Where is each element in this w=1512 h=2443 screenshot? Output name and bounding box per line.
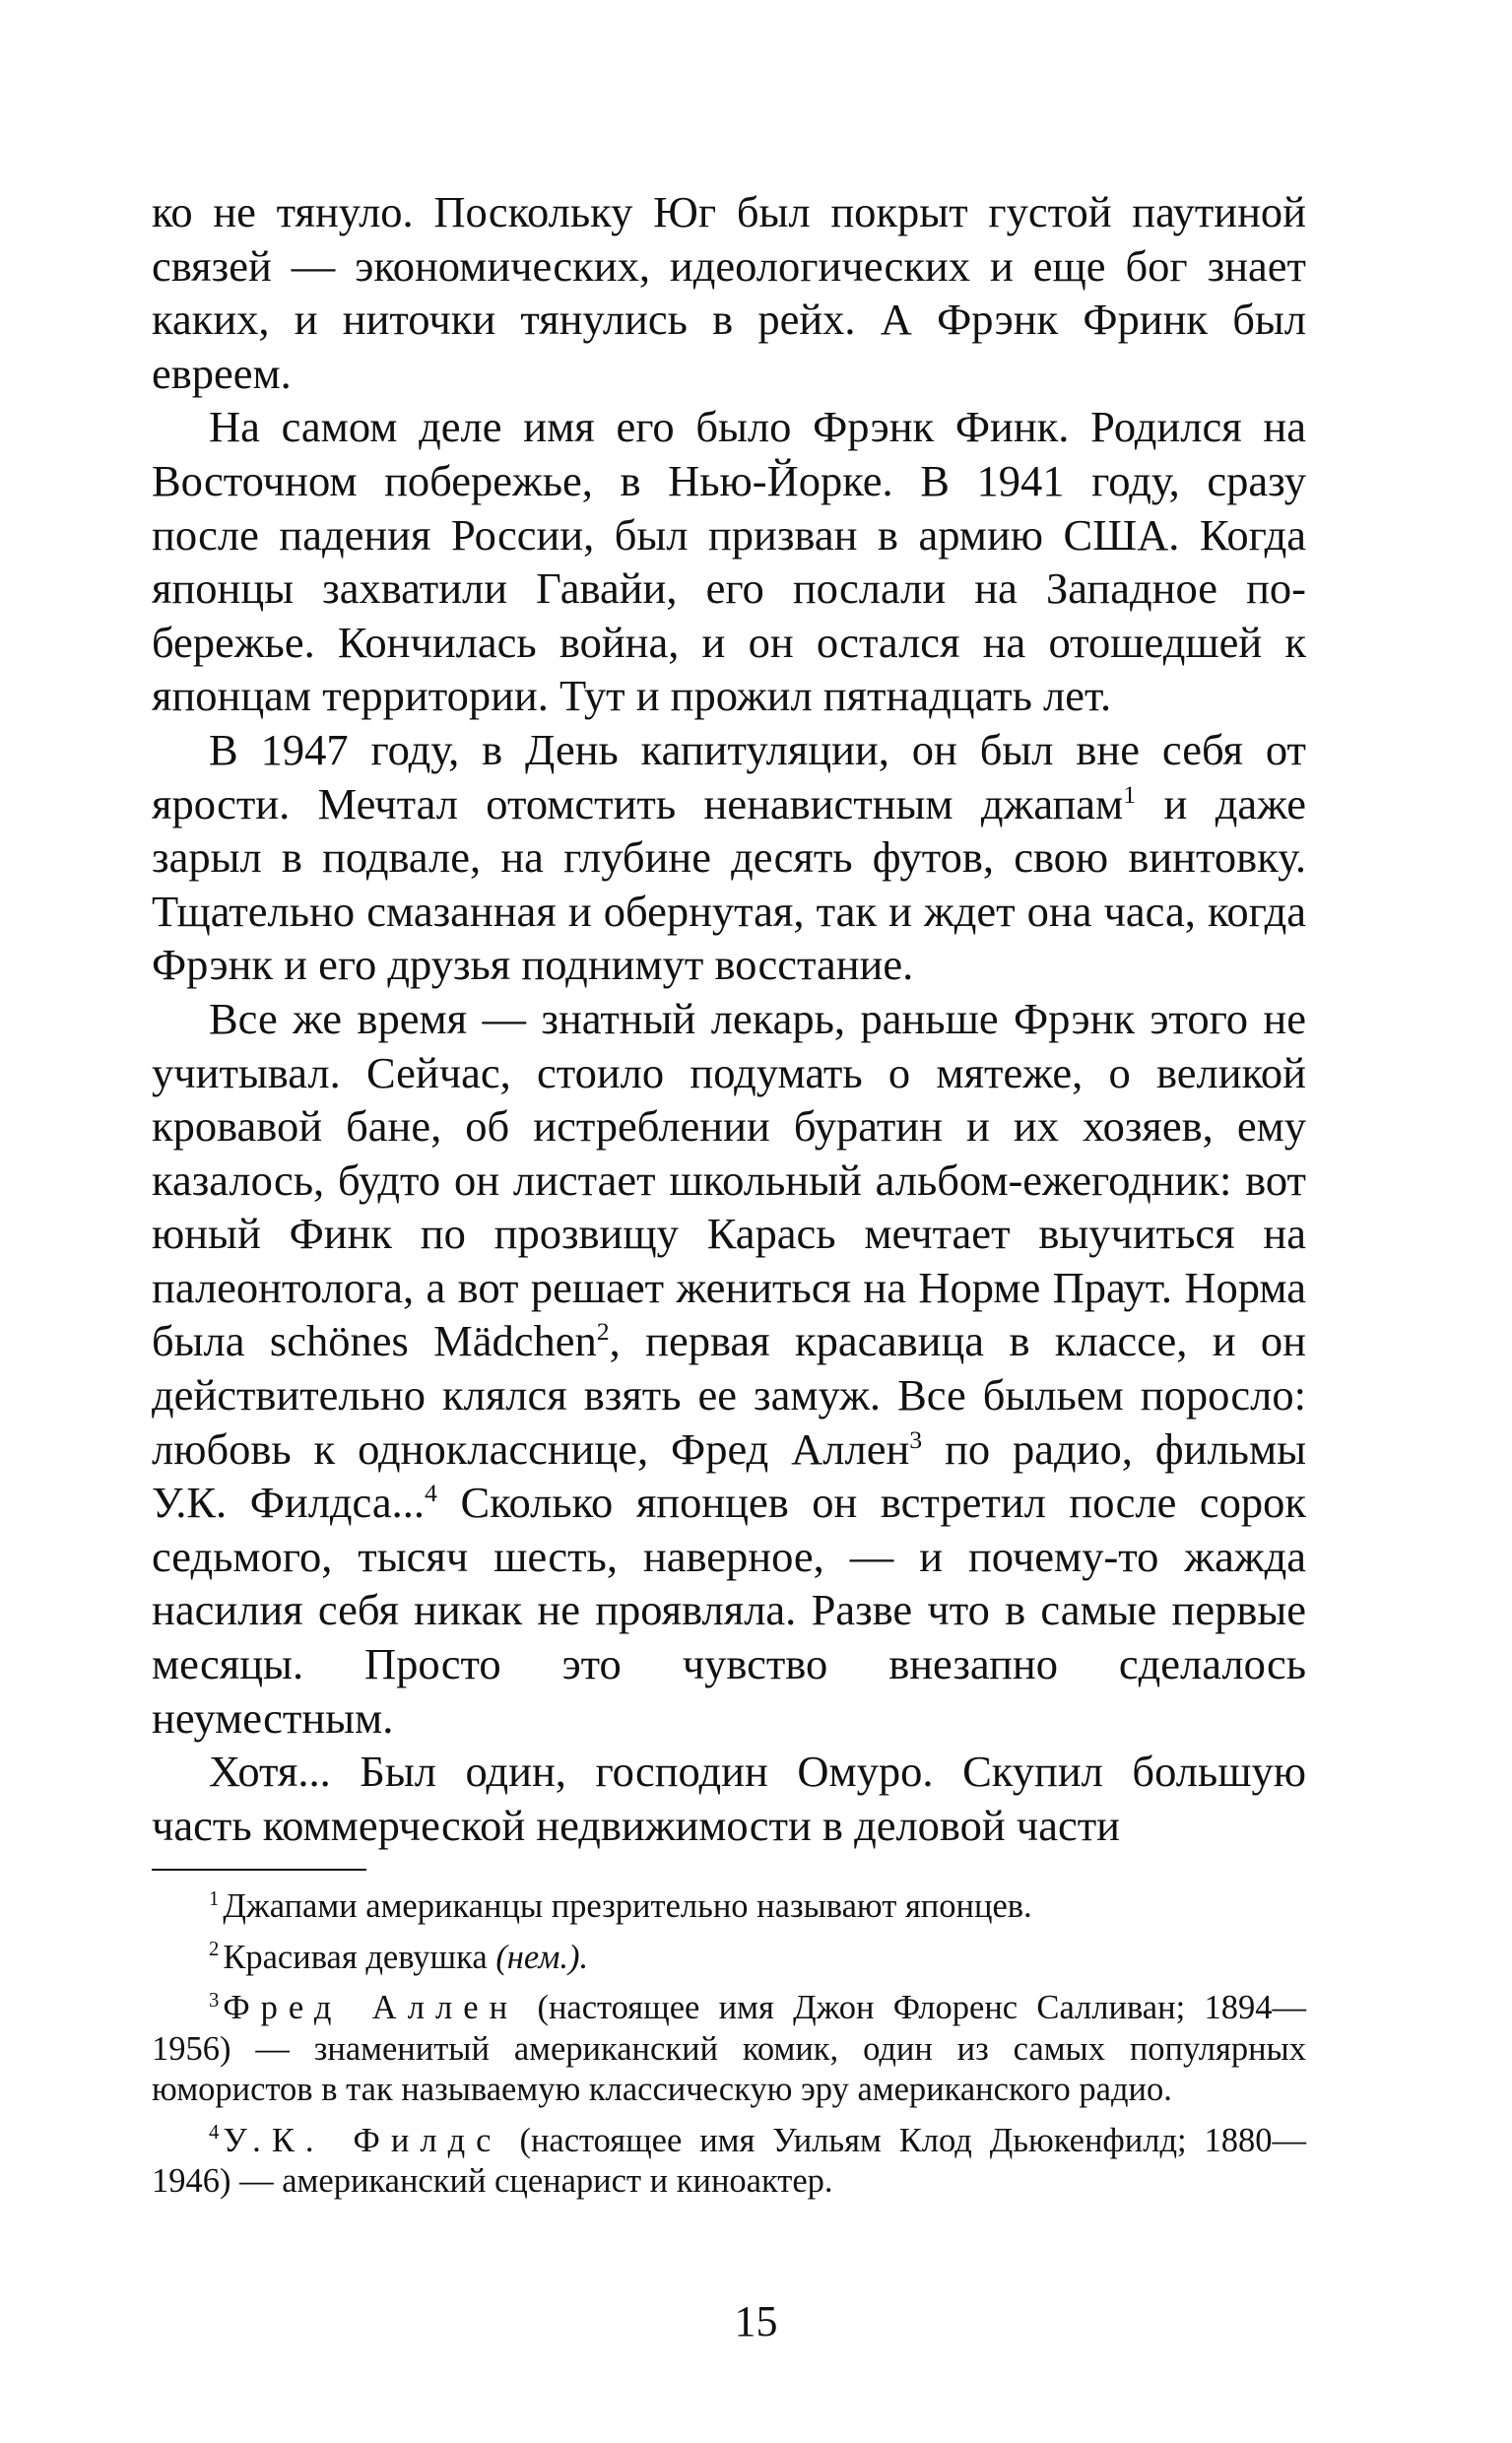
footnote-3-name: Фред Аллен	[223, 1989, 519, 2026]
footnote-divider	[152, 1869, 366, 1871]
footnote-3-number: 3	[209, 1989, 220, 2012]
page-number: 15	[734, 2297, 778, 2345]
footnotes	[152, 1886, 1306, 2212]
paragraph-1: ко не тянуло. Поскольку Юг был покрыт густой паутиной связей — экономических, идеологических и еще бог знает каких, и ниточки тянулись в рейх. А Фрэнк Фринк был евреем.	[152, 187, 1306, 398]
footnote-2-number: 2	[209, 1939, 220, 1961]
paragraph-4	[152, 992, 1306, 1745]
footnote-ref-4[interactable]: 4	[424, 1479, 437, 1508]
paragraph-5: Хотя... Был один, господин Омуро. Скупил большую часть коммерческой недвижимости в деловой части	[152, 1747, 1306, 1850]
footnote-1	[152, 1886, 1306, 1928]
footnote-2-tail: .	[579, 1938, 589, 1976]
footnote-ref-3[interactable]: 3	[909, 1424, 923, 1454]
footnote-1-text: Джапами американцы презрительно называют японцев.	[223, 1887, 1032, 1925]
paragraph-3	[152, 723, 1306, 992]
footnote-ref-1[interactable]: 1	[1123, 779, 1137, 809]
footnote-2	[152, 1938, 1306, 1979]
footnote-2-italic: (нем.)	[495, 1938, 580, 1976]
body-text	[152, 185, 1306, 1852]
footnote-4	[152, 2121, 1306, 2203]
paragraph-4-text-b: , первая красавица в классе, и он действительно клялся взять ее замуж. Все быльем поросло: любовь к однокласснице, Фред Аллен	[152, 1316, 1306, 1474]
paragraph-2: На самом деле имя его было Фрэнк Финк. Родился на Восточном побережье, в Нью-Йорке. В 1941 году, сразу после падения России, был призван в армию США. Когда японцы захватили Гавайи, его послали на Западное побережье. Кончилась война, и он остался на отошедшей к японцам территории. Тут и прожил пятнадцать лет.	[152, 402, 1306, 721]
footnote-1-number: 1	[209, 1887, 220, 1910]
footnote-2-text: Красивая девушка	[223, 1938, 496, 1976]
paragraph-4-text-d: Сколько японцев он встретил после сорок седьмого, тысяч шесть, наверное, — и почему-то жажда насилия себя никак не проявляла. Разве что в самые первые месяцы. Просто это чувство внезапно сделалось неуместным.	[152, 1478, 1306, 1743]
footnote-3-text: (настоящее имя Джон Флоренс Салливан; 1894—1956) — знаменитый американский комик, один из самых популярных юмористов в так называемую классическую эру американского радио.	[152, 1989, 1306, 2108]
footnote-3	[152, 1988, 1306, 2111]
footnote-4-number: 4	[209, 2122, 220, 2145]
footnote-4-name: У.К. Филдс	[223, 2121, 502, 2159]
footnote-4-text: (настоящее имя Уильям Клод Дьюкенфилд; 1880—1946) — американский сценарист и киноактер.	[152, 2121, 1307, 2200]
paragraph-3-text-b: и даже зарыл в подвале, на глубине десять футов, свою винтовку. Тщательно смазанная и обернутая, так и ждет она часа, когда Фрэнк и его друзья поднимут восстание.	[152, 778, 1306, 990]
paragraph-4-text-c: по радио, фильмы У.К. Филдса...	[152, 1423, 1306, 1528]
main-text	[152, 185, 1306, 1852]
paragraph-3-text-a: В 1947 году, в День капитуляции, он был вне себя от ярости. Мечтал отомстить ненавистным джапам	[152, 724, 1306, 828]
footnote-ref-2[interactable]: 2	[596, 1317, 610, 1347]
paragraph-4-text-a: Все же время — знатный лекарь, раньше Фрэнк этого не учитывал. Сейчас, стоило подумать о мятеже, о великой кровавой бане, об истреблении буратин и их хозяев, ему казалось, будто он листает школьный альбом-ежегодник: вот юный Финк по прозвищу Карась мечтает выучиться на палеонтолога, а вот решает жениться на Норме Праут. Норма была schönes Mädchen	[152, 993, 1306, 1366]
